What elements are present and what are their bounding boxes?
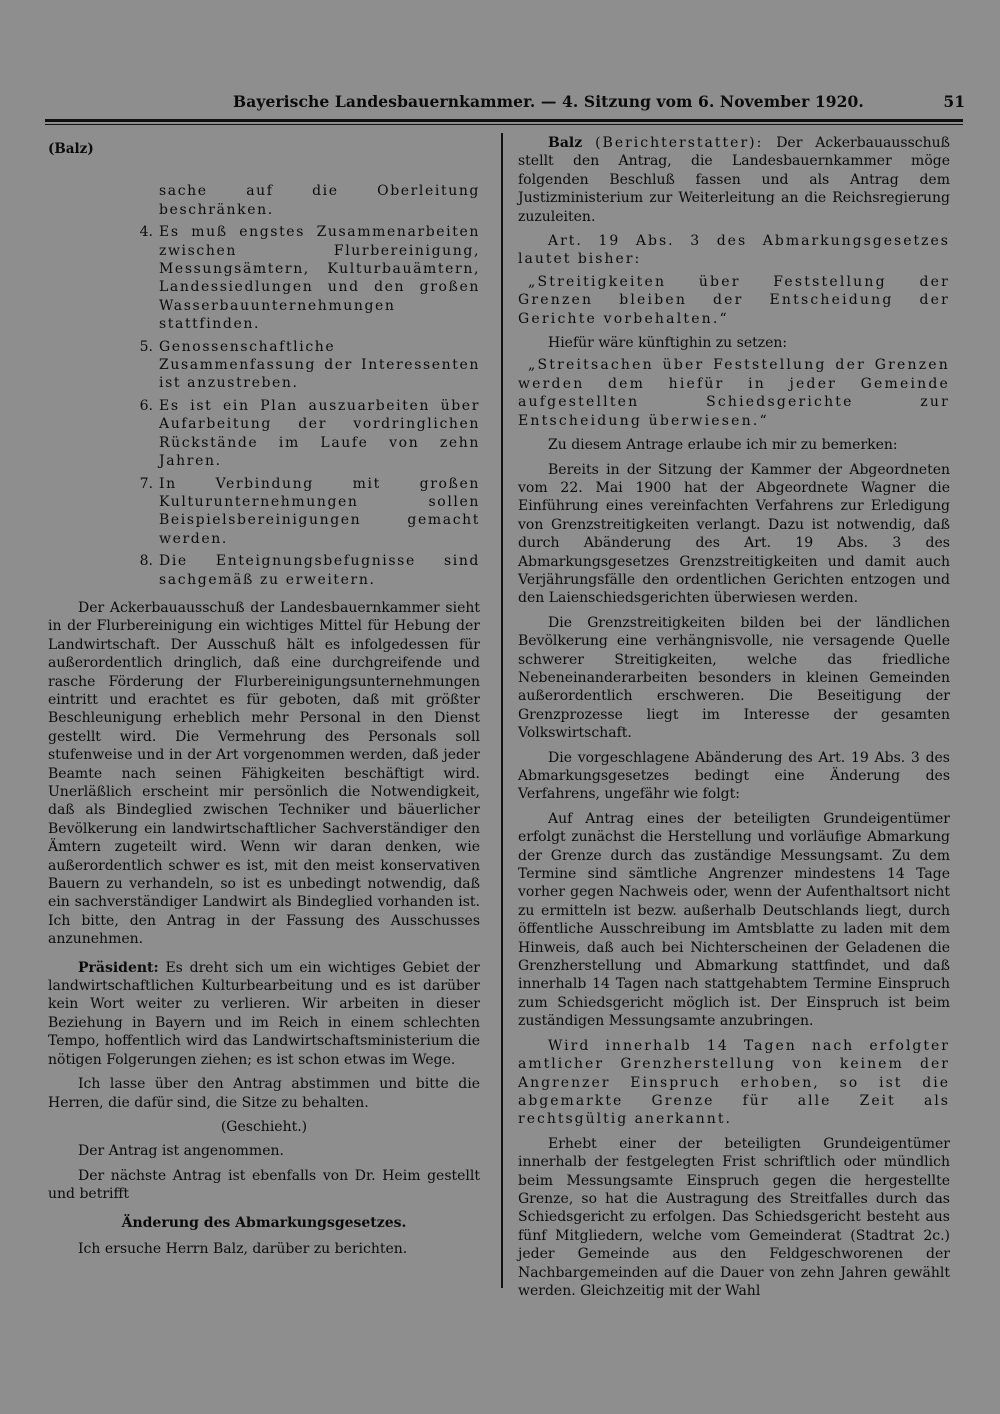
- list-item-number: 6.: [139, 397, 153, 414]
- list-item-text: Die Enteignungsbefugnisse sind sachgemäß zu erweitern.: [159, 553, 480, 588]
- paragraph-president: [48, 959, 480, 1069]
- speaker-role: (Berichterstatter):: [595, 135, 764, 151]
- paragraph: Die Grenzstreitigkeiten bilden bei der ländlichen Bevölkerung eine verhängnisvolle, nie versagende Quelle schwerer Streitigkeiten, welche das friedliche Nebeneinanderarbeiten besonders in kleinen Gemeinden außerordentlich erschweren. Die Beseitigung der Grenzprozesse liegt im Interesse der gesamten Volkswirtschaft.: [518, 614, 950, 742]
- running-title: Bayerische Landesbauernkammer. — 4. Sitzung vom 6. November 1920.: [233, 92, 864, 111]
- page-header: [45, 90, 965, 118]
- list-item-number: 8.: [139, 553, 153, 570]
- column-divider: [501, 133, 503, 1288]
- list-item-number: 4.: [139, 224, 153, 241]
- list-item-continued: [48, 182, 480, 219]
- motion-list: [48, 182, 480, 589]
- paragraph: Zu diesem Antrage erlaube ich mir zu bemerken:: [548, 437, 898, 454]
- paragraph: Auf Antrag eines der beteiligten Grundeigentümer erfolgt zunächst die Herstellung und vorläufige Abmarkung der Grenze durch das zuständige Messungsamt. Zu dem Termine sind sämtliche Angrenzer mindestens 14 Tage vorher gegen Nachweis oder, wenn der Aufenthaltsort nicht zu ermitteln ist bezw. außerhalb Deutschlands liegt, durch öffentliche Ausschreibung im Amtsblatte zu laden mit dem Hinweis, daß auch bei Nichterscheinen der Geladenen die Grenzherstellung und Abmarkung stattfindet, und daß innerhalb 14 Tagen nach stattgehabtem Termine Einspruch zum Schiedsgericht möglich ist. Der Einspruch ist beim zuständigen Messungsamte anzubringen.: [518, 810, 950, 1030]
- paragraph: Wird innerhalb 14 Tagen nach erfolgter amtlicher Grenzherstellung von keinem der Angrenzer Einspruch erhoben, so ist die abgemarkte Grenze für alle Zeit als rechtsgültig anerkannt.: [518, 1037, 950, 1128]
- paragraph: Bereits in der Sitzung der Kammer der Abgeordneten vom 22. Mai 1900 hat der Abgeordnete Wagner die Einführung eines vereinfachten Verfahrens zur Erledigung von Grenzstreitigkeiten verlangt. Dazu ist notwendig, daß durch Abänderung des Art. 19 Abs. 3 des Abmarkungsgesetzes Grenzstreitigkeiten und damit auch Verjährungsfälle den ordentlichen Gerichten entzogen und den Laienschiedsgerichten überwiesen werden.: [518, 461, 950, 607]
- quoted-text: „Streitsachen über Feststellung der Grenzen werden dem hiefür in jeder Gemeinde aufgestellten Schiedsgerichte zur Entscheidung überwiesen.“: [518, 357, 950, 429]
- speaker-label: (Balz): [48, 141, 94, 157]
- paragraph: Der nächste Antrag ist ebenfalls von Dr. Heim gestellt und betrifft: [48, 1167, 480, 1203]
- paragraph-reporter: [518, 134, 950, 226]
- list-item: [48, 338, 480, 393]
- section-heading: Änderung des Abmarkungsgesetzes.: [121, 1214, 407, 1231]
- list-item: [48, 223, 480, 333]
- paragraph: Ich lasse über den Antrag abstimmen und bitte die Herren, die dafür sind, die Sitze zu behalten.: [48, 1076, 480, 1111]
- paragraph: Die vorgeschlagene Abänderung des Art. 19 Abs. 3 des Abmarkungsgesetzes bedingt eine Änderung des Verfahrens, ungefähr wie folgt:: [518, 749, 950, 803]
- paragraph: Hiefür wäre künftighin zu setzen:: [548, 335, 788, 352]
- list-item-text: Es muß engstes Zusammenarbeiten zwischen Flurbereinigung, Messungsämtern, Kulturbauämtern, Landessiedlungen und den großen Wasserbauunternehmungen stattfinden.: [159, 224, 480, 333]
- speaker-name: Balz: [548, 135, 583, 151]
- header-rule: [45, 119, 963, 122]
- stage-note: (Geschieht.): [220, 1118, 308, 1135]
- list-item: [48, 475, 480, 549]
- list-item-text: sache auf die Oberleitung beschränken.: [159, 183, 480, 218]
- paragraph: Der Antrag ist angenommen.: [78, 1143, 284, 1160]
- paragraph: Erhebt einer der beteiligten Grundeigentümer innerhalb der festgelegten Frist schriftlich oder mündlich beim Messungsamte Einspruch gegen die hergestellte Grenze, so hat die Austragung des Streitfalles durch das Schiedsgericht zu erfolgen. Das Schiedsgericht besteht aus fünf Mitgliedern, welche vom Gemeinderat (Stadtrat 2c.) jeder Gemeinde aus den Feldgeschworenen der Nachbargemeinden auf die Dauer von zehn Jahren gewählt werden. Gleichzeitig mit der Wahl: [518, 1135, 950, 1299]
- list-item-text: Es ist ein Plan auszuarbeiten über Aufarbeitung der vordringlichen Rückstände im Laufe von zehn Jahren.: [159, 397, 480, 470]
- page-number: 51: [943, 92, 965, 111]
- list-item: [48, 552, 480, 589]
- list-item: [48, 397, 480, 471]
- paragraph: Der Ackerbauausschuß der Landesbauernkammer sieht in der Flurbereinigung ein wichtiges Mittel für Hebung der Landwirtschaft. Der Ausschuß hält es infolgedessen für außerordentlich dringlich, daß eine durchgreifende und rasche Förderung der Flurbereinigungsunternehmungen eintritt und erachtet es für geboten, daß mit größter Beschleunigung erheblich mehr Personal in den Dienst gestellt wird. Die Vermehrung des Personals soll stufenweise und in der Art vorgenommen werden, daß jeder Beamte nach seinen Fähigkeiten beschäftigt wird. Unerläßlich erscheint mir persönlich die Notwendigkeit, daß als Bindeglied zwischen Techniker und bäuerlicher Bevölkerung ein landwirtschaftlicher Sachverständiger den Ämtern zugeteilt wird. Wenn wir daran denken, wie außerordentlich schwer es ist, mit den meist konservativen Bauern zu verhandeln, so ist es unbedingt notwendig, daß ein sachverständiger Landwirt als Bindeglied vorhanden ist. Ich bitte, den Antrag in der Fassung des Ausschusses anzunehmen.: [48, 599, 480, 948]
- right-column: [518, 134, 950, 1300]
- paragraph-text: Es dreht sich um ein wichtiges Gebiet der landwirtschaftlichen Kulturbearbeitung und es ist darüber kein Wort weiter zu verlieren. Wir arbeiten in dieser Beziehung in Bayern und im Reich in einem schlechten Tempo, hoffentlich wird das Landwirtschaftsministerium die nötigen Folgerungen ziehen; es ist schon etwas im Wege.: [48, 959, 480, 1068]
- paragraph: Ich ersuche Herrn Balz, darüber zu berichten.: [78, 1240, 408, 1257]
- paragraph: Art. 19 Abs. 3 des Abmarkungsgesetzes lautet bisher:: [518, 233, 950, 268]
- quoted-text: „Streitigkeiten über Feststellung der Grenzen bleiben der Entscheidung der Gerichte vorbehalten.“: [518, 273, 950, 327]
- list-item-number: 5.: [139, 338, 153, 355]
- list-item-text: In Verbindung mit großen Kulturunternehmungen sollen Beispielsbereinigungen gemacht werden.: [159, 475, 480, 547]
- paragraph-text: Der Ackerbauausschuß stellt den Antrag, die Landesbauernkammer möge folgenden Beschluß fassen und als Antrag dem Justizministerium zur Weiterleitung an die Reichsregierung zuzuleiten.: [518, 135, 950, 225]
- list-item-number: 7.: [139, 475, 153, 492]
- header-rule-thin: [45, 124, 963, 125]
- left-column: [48, 140, 480, 1258]
- list-item-text: Genossenschaftliche Zusammenfassung der Interessenten ist anzustreben.: [159, 338, 480, 392]
- speaker-name: Präsident:: [78, 959, 159, 976]
